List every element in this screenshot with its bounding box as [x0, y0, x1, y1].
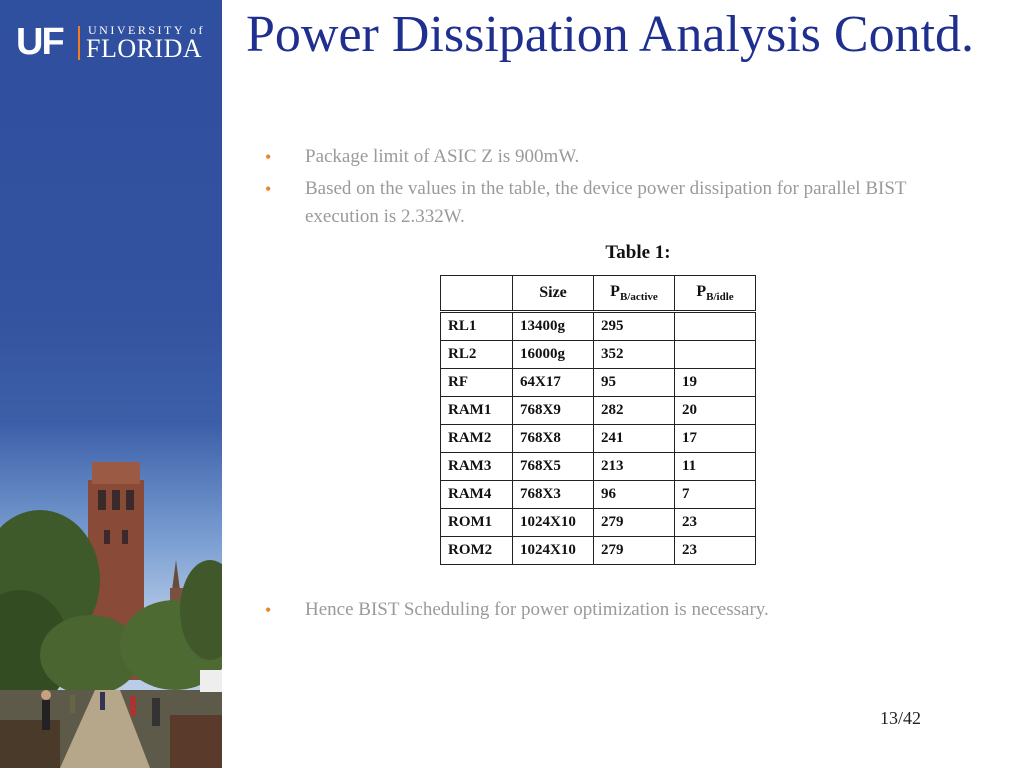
table-cell: [675, 312, 756, 341]
bullet-marker: •: [265, 179, 272, 199]
table-cell: 11: [675, 453, 756, 481]
slide-title: Power Dissipation Analysis Contd.: [245, 6, 975, 63]
header-cell: $P_{B/idle}$: [675, 276, 756, 312]
bullet-list: [265, 143, 925, 235]
table-cell: ROM2: [441, 537, 513, 565]
table-row: [441, 509, 756, 537]
table-cell: 64X17: [513, 369, 594, 397]
table-row: [441, 537, 756, 565]
table-cell: 768X5: [513, 453, 594, 481]
table-cell: RL2: [441, 341, 513, 369]
bullet-text: Hence BIST Scheduling for power optimization is necessary.: [305, 599, 769, 620]
table-row: [441, 425, 756, 453]
table-cell: RAM1: [441, 397, 513, 425]
table-cell: [675, 341, 756, 369]
table-cell: RF: [441, 369, 513, 397]
table-caption: Table 1:: [605, 242, 671, 263]
table-cell: 19: [675, 369, 756, 397]
table-cell: RAM3: [441, 453, 513, 481]
table-cell: 23: [675, 509, 756, 537]
bullet-item: [265, 143, 925, 171]
table-cell: RL1: [441, 312, 513, 341]
logo-university: UNIVERSITY of: [88, 23, 206, 37]
table-cell: 1024X10: [513, 537, 594, 565]
table-cell: 16000g: [513, 341, 594, 369]
table-cell: 23: [675, 537, 756, 565]
table-cell: 768X9: [513, 397, 594, 425]
table-cell: 96: [594, 481, 675, 509]
logo-divider: [78, 26, 80, 60]
sidebar: [0, 0, 222, 768]
power-table: [440, 275, 756, 565]
table-cell: 7: [675, 481, 756, 509]
header-cell: Size: [513, 276, 594, 312]
table-cell: 279: [594, 537, 675, 565]
table-cell: 13400g: [513, 312, 594, 341]
table-row: [441, 397, 756, 425]
table-cell: 768X8: [513, 425, 594, 453]
table-cell: 352: [594, 341, 675, 369]
table-cell: 1024X10: [513, 509, 594, 537]
table-cell: 241: [594, 425, 675, 453]
table-cell: RAM2: [441, 425, 513, 453]
table-cell: 213: [594, 453, 675, 481]
table-row: [441, 453, 756, 481]
table-cell: 17: [675, 425, 756, 453]
table-cell: ROM1: [441, 509, 513, 537]
page-number: 13/42: [880, 708, 922, 728]
logo-florida: FLORIDA: [86, 34, 203, 63]
bullet-text: Based on the values in the table, the device power dissipation for parallel BIST execution is 2.332W.: [305, 178, 907, 227]
bullet-item: [265, 596, 925, 624]
header-cell: $P_{B/active}$: [594, 276, 675, 312]
bullet-item: [265, 175, 925, 231]
table-row: [441, 481, 756, 509]
table-header-row: [441, 276, 756, 312]
campus-photo: [0, 420, 222, 768]
table-row: [441, 369, 756, 397]
table-cell: 20: [675, 397, 756, 425]
logo-uf: UF: [16, 21, 63, 63]
table-cell: 282: [594, 397, 675, 425]
bullet-text: Package limit of ASIC Z is 900mW.: [305, 146, 580, 167]
table-row: [441, 312, 756, 341]
header-cell: [441, 276, 513, 312]
table-cell: 768X3: [513, 481, 594, 509]
table-cell: 295: [594, 312, 675, 341]
bullet-marker: •: [265, 600, 272, 620]
table-row: [441, 341, 756, 369]
table-cell: RAM4: [441, 481, 513, 509]
bullet-marker: •: [265, 147, 272, 167]
table-cell: 279: [594, 509, 675, 537]
table-cell: 95: [594, 369, 675, 397]
bullet-list-bottom: [265, 596, 925, 624]
